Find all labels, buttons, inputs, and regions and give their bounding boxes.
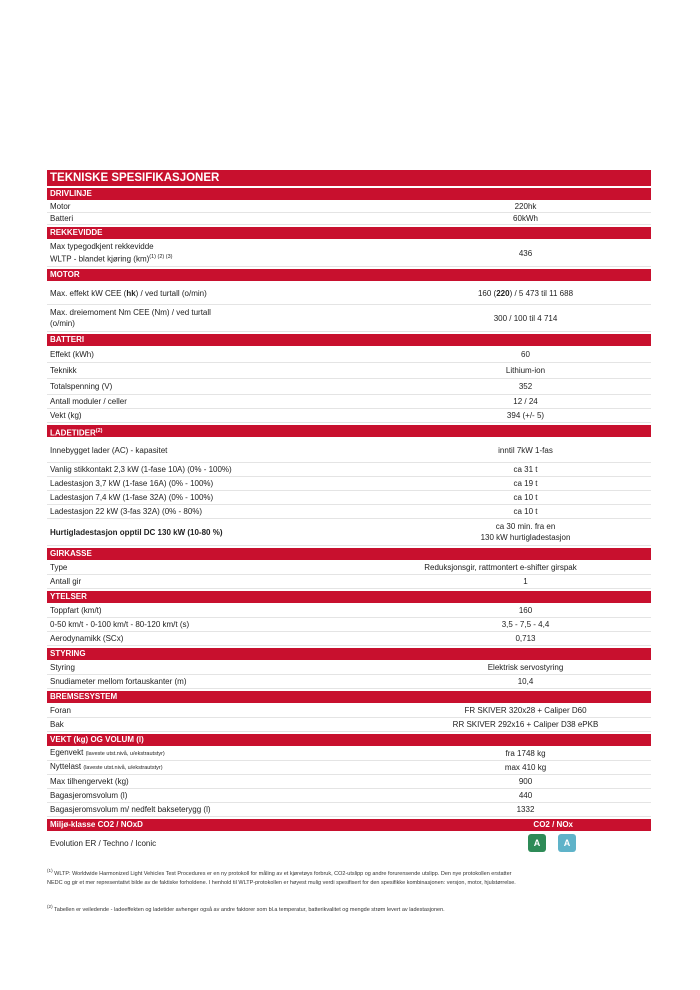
spec-row <box>47 747 651 761</box>
spec-row <box>47 363 651 379</box>
spec-value: 220hk <box>514 202 537 211</box>
spec-value: Elektrisk servostyring <box>487 663 564 672</box>
spec-label: Evolution ER / Techno / Iconic <box>50 838 157 848</box>
spec-label: Foran <box>50 706 71 715</box>
env-class-badge: A <box>528 834 546 852</box>
spec-label-line: Max. dreiemoment Nm CEE (Nm) / ved turtall <box>50 308 211 317</box>
spec-row <box>47 803 651 817</box>
spec-label: Motor <box>50 202 71 211</box>
spec-value: 160 <box>518 606 533 615</box>
spec-row <box>47 519 651 546</box>
footnote-1 <box>47 866 657 888</box>
spec-label-note: (laveste utst.nivå, u/ekstrautstyr) <box>85 751 165 757</box>
spec-value: ca 10 t <box>513 493 538 502</box>
spec-value: 60 <box>521 350 530 359</box>
section-header-text: Miljø-klasse CO2 / NOxD <box>50 820 143 829</box>
spec-label: Type <box>50 563 68 572</box>
spec-label: Vanlig stikkontakt 2,3 kW (1-fase 10A) (0% - 100%) <box>50 465 232 474</box>
spec-row <box>47 491 651 505</box>
footnote-ref: (2) <box>95 428 103 434</box>
section-header-motor: MOTOR <box>47 269 651 281</box>
spec-label-note: (laveste utst.nivå, u/ekstrautstyr) <box>83 765 163 771</box>
footnote-text: NEDC og gir et mer representativt bilde av de faktiske forholdene. I henhold til WLTP-protokollen er høyest mulig verdi spesifisert for den spesifikke kombinasjonen: versjon, motor, hjulstørrelse. <box>47 879 516 886</box>
spec-label: Aerodynamikk (SCx) <box>50 634 124 643</box>
spec-label <box>47 241 320 265</box>
spec-value: Reduksjonsgir, rattmontert e-shifter girspak <box>424 563 577 572</box>
section-header-vekt: VEKT (kg) OG VOLUM (l) <box>47 734 651 746</box>
spec-row <box>47 505 651 519</box>
spec-row <box>47 761 651 775</box>
spec-value-line: 130 kW hurtigladestasjon <box>480 533 571 542</box>
spec-label: Innebygget lader (AC) - kapasitet <box>50 445 168 455</box>
spec-value: 1 <box>523 577 528 586</box>
spec-label: Teknikk <box>50 366 77 375</box>
spec-row <box>47 379 651 395</box>
spec-value-part: ) / 5 473 til 11 688 <box>509 288 574 298</box>
spec-value: 3,5 - 7,5 - 4,4 <box>501 620 550 629</box>
spec-value <box>320 521 651 543</box>
spec-value: 394 (+/- 5) <box>506 411 545 420</box>
spec-value: FR SKIVER 320x28 + Caliper D60 <box>464 706 587 715</box>
spec-label-bold: hk <box>126 288 136 298</box>
spec-value: 352 <box>518 382 533 391</box>
spec-value <box>320 288 651 299</box>
spec-label-part: Nyttelast <box>50 762 82 771</box>
footnote-marker: (2) <box>47 904 53 909</box>
spec-label-part: Egenvekt <box>50 748 84 757</box>
footnote-marker: (1) <box>47 868 53 873</box>
spec-label: Ladestasjon 7,4 kW (1-fase 32A) (0% - 100%) <box>50 493 214 502</box>
spec-row <box>47 632 651 646</box>
env-class-badge: A <box>558 834 576 852</box>
spec-value-part: 160 ( <box>477 288 497 298</box>
spec-value: Lithium-ion <box>505 366 546 375</box>
spec-label <box>47 747 320 760</box>
spec-label: Ladestasjon 3,7 kW (1-fase 16A) (0% - 100%) <box>50 479 214 488</box>
spec-sheet <box>47 170 651 854</box>
section-header-rekkevidde: REKKEVIDDE <box>47 227 651 239</box>
spec-row <box>47 347 651 363</box>
spec-row <box>47 618 651 632</box>
spec-label: Batteri <box>50 214 74 223</box>
env-badges <box>528 834 576 852</box>
spec-label <box>47 288 320 299</box>
spec-label <box>47 307 320 329</box>
spec-label: Max tilhengervekt (kg) <box>50 777 129 786</box>
spec-row <box>47 604 651 618</box>
section-header-drivlinje: DRIVLINJE <box>47 188 651 200</box>
section-header-miljo <box>47 819 651 831</box>
spec-label: Totalspenning (V) <box>50 382 113 391</box>
spec-value: 10,4 <box>517 677 534 686</box>
footnote-text: Tabellen er veiledende - ladeeffekten og ladetider avhenger også av andre faktorer som bl.a temperatur, batterikvalitet og mengde strøm levert av ladestasjonen. <box>54 906 445 913</box>
spec-row <box>47 438 651 463</box>
spec-value: 0,713 <box>515 634 536 643</box>
spec-label: Antall gir <box>50 577 82 586</box>
spec-label: Antall moduler / celler <box>50 397 127 406</box>
spec-value: 436 <box>518 248 533 258</box>
spec-row <box>47 675 651 689</box>
spec-value: 60kWh <box>513 214 538 223</box>
spec-label: 0-50 km/t - 0-100 km/t - 80-120 km/t (s) <box>50 620 190 629</box>
spec-label: Vekt (kg) <box>50 411 82 420</box>
spec-label-line: Max typegodkjent rekkevidde <box>50 242 154 252</box>
spec-value: 1332 <box>516 805 535 814</box>
page-title: TEKNISKE SPESIFIKASJONER <box>47 170 651 186</box>
section-header-ladetider <box>47 425 651 437</box>
spec-label-line: WLTP - blandet kjøring (km) <box>50 254 150 264</box>
spec-value: 440 <box>518 791 533 800</box>
spec-value: RR SKIVER 292x16 + Caliper D38 ePKB <box>452 720 599 729</box>
spec-row <box>47 561 651 575</box>
spec-value: inntil 7kW 1-fas <box>498 445 553 455</box>
spec-label: Toppfart (km/t) <box>50 606 102 615</box>
spec-value: 900 <box>518 777 533 786</box>
spec-label: Effekt (kWh) <box>50 350 94 359</box>
section-header-batteri: BATTERI <box>47 334 651 346</box>
footnote-ref: (1) (2) (3) <box>149 254 173 261</box>
spec-label: Bak <box>50 720 64 729</box>
section-header-styring: STYRING <box>47 648 651 660</box>
spec-row <box>47 305 651 332</box>
spec-row <box>47 282 651 305</box>
spec-value: 12 / 24 <box>513 397 538 406</box>
spec-value: ca 31 t <box>513 465 538 474</box>
spec-row <box>47 201 651 213</box>
spec-label-part: Max. effekt kW CEE ( <box>50 288 127 298</box>
spec-row <box>47 718 651 732</box>
spec-value: 300 / 100 til 4 714 <box>493 313 558 323</box>
spec-label-part: ) / ved turtall (o/min) <box>135 288 207 298</box>
spec-row <box>47 240 651 267</box>
spec-row <box>47 775 651 789</box>
footnote-text: WLTP: Worldwide Harmonized Light Vehicles Test Procedures er en ny protokoll for måling av et kjøretøys forbruk, CO2-utslipp og andre forurensende utslipp. Den nye protokollen erstatter <box>54 870 512 877</box>
spec-label: Bagasjeromsvolum m/ nedfelt bakseterygg (l) <box>50 805 211 814</box>
spec-label: Ladestasjon 22 kW (3-fas 32A) (0% - 80%) <box>50 507 203 516</box>
spec-label <box>47 761 320 774</box>
spec-row <box>47 704 651 718</box>
spec-row <box>47 395 651 409</box>
spec-value-bold: 220 <box>496 288 510 298</box>
spec-row <box>47 213 651 225</box>
section-header-right: CO2 / NOx <box>533 820 573 829</box>
spec-value: fra 1748 kg <box>505 749 546 758</box>
spec-row <box>47 477 651 491</box>
spec-label: Bagasjeromsvolum (l) <box>50 791 128 800</box>
section-header-girkasse: GIRKASSE <box>47 548 651 560</box>
spec-row <box>47 575 651 589</box>
spec-row <box>47 789 651 803</box>
footnote-2 <box>47 902 657 915</box>
spec-row <box>47 661 651 675</box>
spec-value-line: ca 30 min. fra en <box>495 522 556 531</box>
spec-value: ca 10 t <box>513 507 538 516</box>
spec-row <box>47 463 651 477</box>
spec-label: Styring <box>50 663 75 672</box>
section-header-ytelser: YTELSER <box>47 591 651 603</box>
spec-label-line: (o/min) <box>50 319 75 328</box>
spec-label: Snudiameter mellom fortauskanter (m) <box>50 677 187 686</box>
spec-label: Hurtigladestasjon opptil DC 130 kW (10-80 %) <box>50 527 223 537</box>
section-header-bremsesystem: BREMSESYSTEM <box>47 691 651 703</box>
spec-value: max 410 kg <box>504 763 547 772</box>
section-header-text: LADETIDER <box>50 428 96 438</box>
spec-row <box>47 832 651 854</box>
spec-row <box>47 409 651 423</box>
spec-value: ca 19 t <box>513 479 538 488</box>
